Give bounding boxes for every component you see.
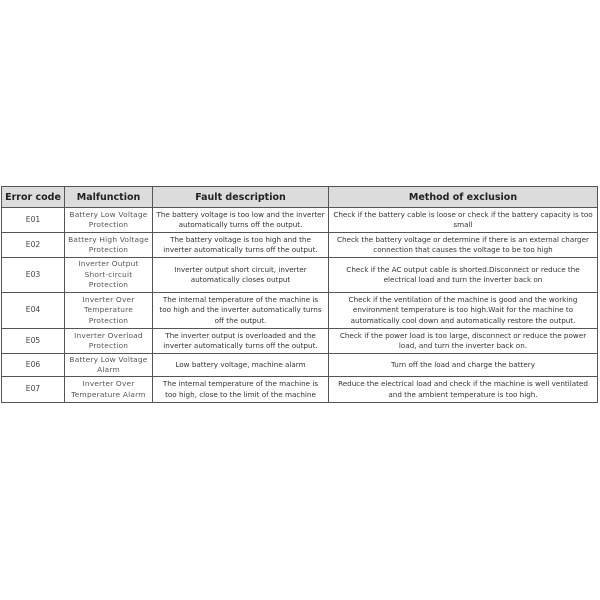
description-cell: The internal temperature of the machine is too high, close to the limit of the machine: [153, 377, 329, 403]
description-cell: The inverter output is overloaded and the inverter automatically turns off the output.: [153, 329, 329, 354]
description-cell: The battery voltage is too low and the inverter automatically turns off the output.: [153, 208, 329, 233]
malfunction-cell: Battery Low Voltage Protection: [65, 208, 153, 233]
malfunction-cell: Inverter Output Short-circuit Protection: [65, 258, 153, 293]
table-row: [2, 258, 598, 293]
table-row: [2, 208, 598, 233]
error-code-cell: E02: [2, 233, 65, 258]
table-row: [2, 354, 598, 377]
table-row: [2, 293, 598, 329]
error-code-table: [1, 186, 598, 403]
method-cell: Check the battery voltage or determine if there is an external charger connection that causes the voltage to be too high: [329, 233, 598, 258]
header-malfunction: Malfunction: [65, 187, 153, 208]
method-cell: Check if the ventilation of the machine is good and the working environment temperature is too high.Wait for the machine to automatically cool down and automatically restore the output.: [329, 293, 598, 329]
error-code-cell: E01: [2, 208, 65, 233]
method-cell: Turn off the load and charge the battery: [329, 354, 598, 377]
table-row: [2, 233, 598, 258]
method-cell: Reduce the electrical load and check if the machine is well ventilated and the ambient temperature is too high.: [329, 377, 598, 403]
error-code-cell: E06: [2, 354, 65, 377]
method-cell: Check if the power load is too large, disconnect or reduce the power load, and turn the inverter back on.: [329, 329, 598, 354]
header-error-code: Error code: [2, 187, 65, 208]
description-cell: The internal temperature of the machine is too high and the inverter automatically turns off the output.: [153, 293, 329, 329]
method-cell: Check if the battery cable is loose or check if the battery capacity is too small: [329, 208, 598, 233]
error-code-cell: E07: [2, 377, 65, 403]
description-cell: Low battery voltage, machine alarm: [153, 354, 329, 377]
error-code-cell: E03: [2, 258, 65, 293]
table-row: [2, 377, 598, 403]
malfunction-cell: Battery High Voltage Protection: [65, 233, 153, 258]
header-fault-description: Fault description: [153, 187, 329, 208]
description-cell: The battery voltage is too high and the inverter automatically turns off the output.: [153, 233, 329, 258]
method-cell: Check if the AC output cable is shorted.Disconnect or reduce the electrical load and turn the inverter back on: [329, 258, 598, 293]
malfunction-cell: Battery Low Voltage Alarm: [65, 354, 153, 377]
error-code-cell: E04: [2, 293, 65, 329]
header-row: [2, 187, 598, 208]
description-cell: Inverter output short circuit, inverter automatically closes output: [153, 258, 329, 293]
header-method-of-exclusion: Method of exclusion: [329, 187, 598, 208]
error-code-cell: E05: [2, 329, 65, 354]
malfunction-cell: Inverter Overload Protection: [65, 329, 153, 354]
malfunction-cell: Inverter Over Temperature Protection: [65, 293, 153, 329]
malfunction-cell: Inverter Over Temperature Alarm: [65, 377, 153, 403]
table-row: [2, 329, 598, 354]
